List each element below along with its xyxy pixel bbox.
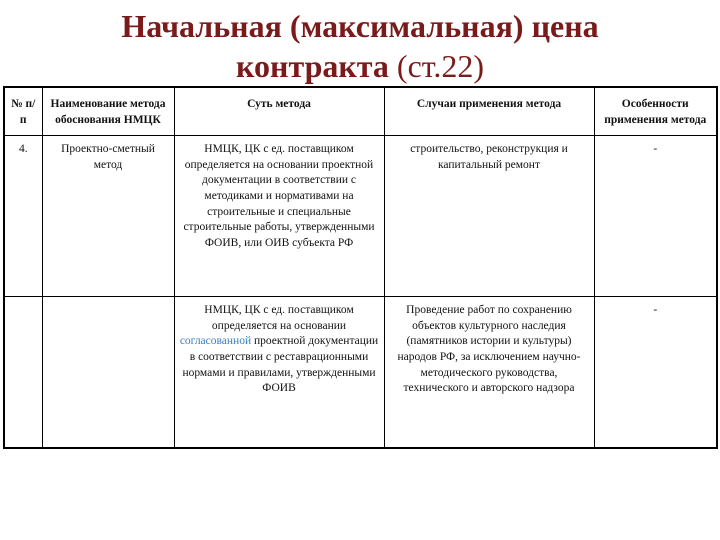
table-header-row [4, 87, 717, 136]
header-method-essence: Суть метода [174, 87, 384, 136]
title-line-2 [0, 46, 720, 86]
table-row [4, 297, 717, 449]
cell-application-cases: Проведение работ по сохранению объектов культурного наследия (памятников истории и культуры) народов РФ, за исключением научно-методического руководства, технического и авторского надзора [384, 297, 594, 449]
cell-application-features: - [594, 136, 717, 297]
header-application-features: Особенности применения метода [594, 87, 717, 136]
cell-num [4, 297, 42, 449]
title-line-2-main: контракта [236, 48, 389, 84]
cell-method-name: Проектно-сметный метод [42, 136, 174, 297]
cell-application-cases: строительство, реконструкция и капитальный ремонт [384, 136, 594, 297]
header-method-name: Наименование метода обоснования НМЦК [42, 87, 174, 136]
title-line-1: Начальная (максимальная) цена [121, 8, 599, 44]
page-title [0, 6, 720, 86]
cell-application-features: - [594, 297, 717, 449]
essence-text-after: проектной документации в соответствии с реставрационными нормами и правилами, утвержденными ФОИВ [182, 335, 379, 395]
cell-method-essence [174, 297, 384, 449]
essence-text-before: НМЦК, ЦК с ед. поставщиком определяется на основании [204, 304, 354, 332]
methods-table [3, 86, 718, 449]
title-article-ref: (ст.22) [396, 48, 484, 84]
header-application-cases: Случаи применения метода [384, 87, 594, 136]
essence-highlight: согласованной [179, 335, 252, 348]
cell-method-name [42, 297, 174, 449]
cell-num: 4. [4, 136, 42, 297]
cell-method-essence: НМЦК, ЦК с ед. поставщиком определяется на основании проектной документации в соответствии с методиками и нормативами на строительные и специальные строительные работы, утвержденными ФОИВ, или ОИВ субъекта РФ [174, 136, 384, 297]
header-num: № п/п [4, 87, 42, 136]
table-row [4, 136, 717, 297]
